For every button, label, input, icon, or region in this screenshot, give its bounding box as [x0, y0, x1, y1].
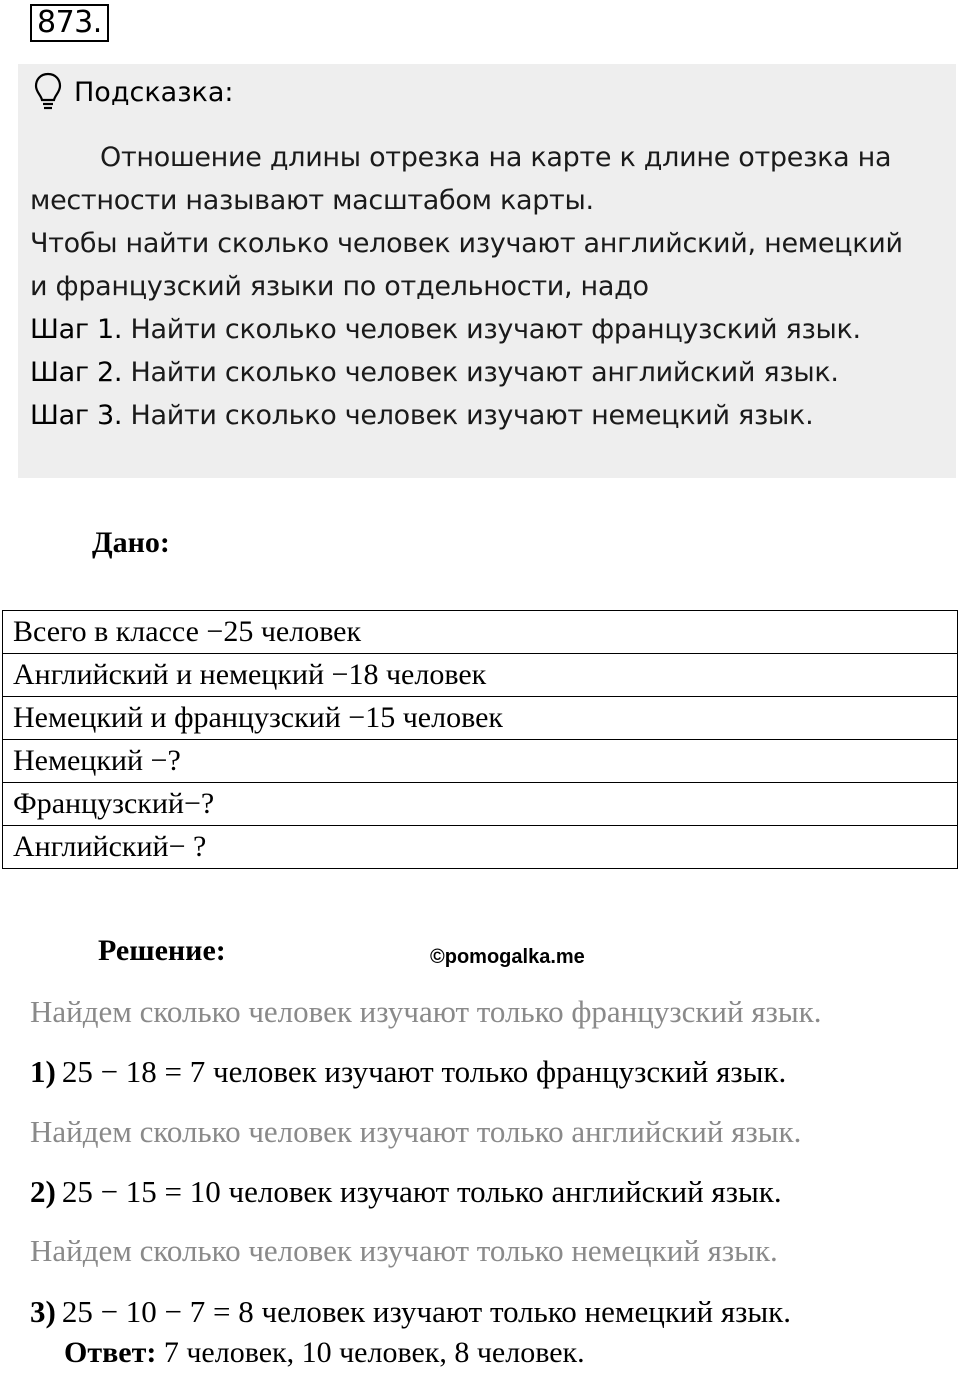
solution-step-3 — [30, 1294, 791, 1330]
step-label: Шаг 2. — [30, 357, 123, 388]
hint-intro-line: Чтобы найти сколько человек изучают английский, немецкий — [30, 228, 903, 259]
solution-comment: Найдем сколько человек изучают только английский язык. — [30, 1114, 802, 1149]
solution-step-2 — [30, 1174, 782, 1210]
solution-step-1 — [30, 1054, 786, 1090]
table-row — [3, 826, 958, 869]
step-label: Шаг 1. — [30, 314, 123, 345]
given-title: Дано: — [92, 526, 170, 559]
step-number: 2) — [30, 1174, 56, 1209]
hint-header — [34, 72, 234, 112]
hint-paragraph-line: местности называют масштабом карты. — [30, 185, 594, 216]
hint-title: Подсказка: — [74, 76, 234, 108]
hint-body — [30, 136, 950, 437]
table-row — [3, 611, 958, 654]
step-text: Найти сколько человек изучают английский язык. — [130, 357, 839, 388]
table-cell: Английский и немецкий −18 человек — [3, 654, 958, 697]
step-expression: 25 − 15 = 10 человек изучают только английский язык. — [61, 1174, 782, 1209]
table-cell: Немецкий и французский −15 человек — [3, 697, 958, 740]
table-row — [3, 697, 958, 740]
step-expression: 25 − 18 = 7 человек изучают только французский язык. — [61, 1054, 787, 1089]
table-row — [3, 740, 958, 783]
watermark: ©pomogalka.me — [430, 946, 585, 968]
solution-comment: Найдем сколько человек изучают только французский язык. — [30, 994, 822, 1029]
step-label: Шаг 3. — [30, 400, 123, 431]
lightbulb-icon — [34, 72, 62, 112]
task-number: 873. — [30, 4, 109, 42]
solution-title: Решение: — [98, 934, 226, 967]
step-number: 3) — [30, 1294, 56, 1329]
given-table — [2, 610, 958, 869]
step-number: 1) — [30, 1054, 56, 1089]
hint-paragraph-line: Отношение длины отрезка на карте к длине отрезка на — [100, 142, 892, 173]
step-text: Найти сколько человек изучают немецкий язык. — [130, 400, 814, 431]
table-row — [3, 654, 958, 697]
hint-step-1 — [30, 308, 950, 351]
hint-step-3 — [30, 394, 950, 437]
hint-step-2 — [30, 351, 950, 394]
table-cell: Английский− ? — [3, 826, 958, 869]
solution-comment: Найдем сколько человек изучают только немецкий язык. — [30, 1233, 778, 1268]
answer-label: Ответ: — [64, 1336, 157, 1369]
step-text: Найти сколько человек изучают французский язык. — [130, 314, 861, 345]
answer-line — [64, 1336, 585, 1370]
table-cell: Всего в классе −25 человек — [3, 611, 958, 654]
hint-intro-line: и французский языки по отдельности, надо — [30, 271, 649, 302]
table-cell: Французский−? — [3, 783, 958, 826]
table-cell: Немецкий −? — [3, 740, 958, 783]
table-row — [3, 783, 958, 826]
answer-text: 7 человек, 10 человек, 8 человек. — [163, 1336, 585, 1369]
step-expression: 25 − 10 − 7 = 8 человек изучают только немецкий язык. — [61, 1294, 791, 1329]
